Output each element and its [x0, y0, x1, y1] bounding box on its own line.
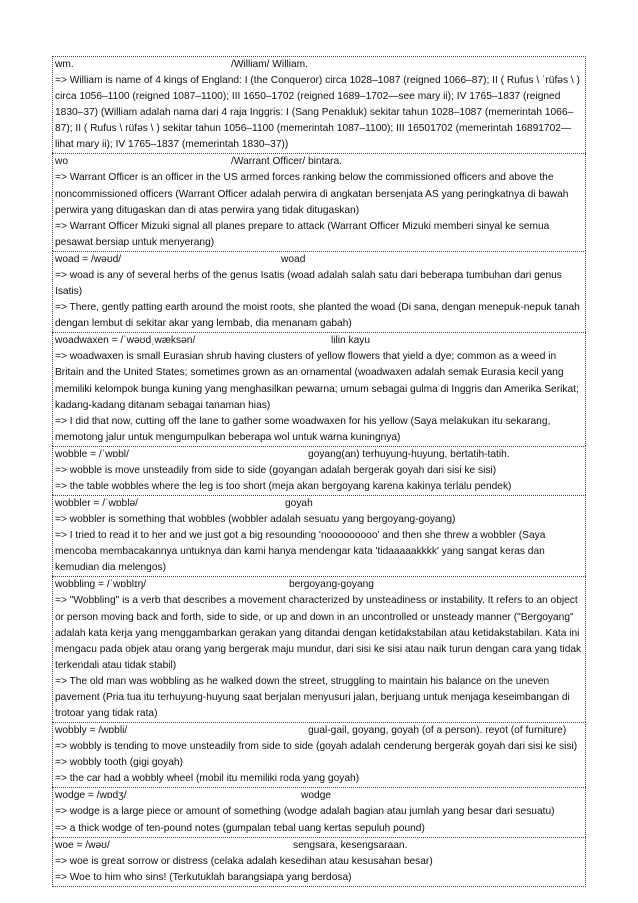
dictionary-entry — [52, 332, 586, 446]
entry-term: wobbly = /wɒbli/ — [55, 725, 128, 737]
dictionary-entry — [52, 251, 586, 332]
entry-header — [55, 838, 583, 854]
dictionary-entry — [52, 722, 586, 787]
entry-definition-line: => wodge is a large piece or amount of something (wodge adalah bagian atau jumlah yang besar dari sesuatu) — [55, 806, 555, 818]
entry-term: wo — [55, 156, 69, 168]
entry-definition-line: => William is name of 4 kings of England: I (the Conqueror) circa 1028–1087 (reigned 1066–87); II ( Rufus \ ˈrüfəs \ ) circa 1056–1100 (reigned 1087–1100); III 1650–1702 (reigned 1689–1702—see mary ii); IV 1765–1837 (reigned 1830–37) (William adalah nama dari 4 raja Inggris: I (Sang Penakluk) sekitar tahun 1028–1087 (memerintah 1066–87); II ( Rufus \ rüfəs \ ) sekitar tahun 1056–1100 (memerintah 1087–1100); III 16501702 (memerintah 16891702—lihat mary ii); IV 1765–1837 (memerintah 1830–37)) — [55, 75, 580, 151]
entry-term: wm. — [55, 59, 74, 70]
entry-header — [55, 447, 583, 463]
entry-term: woe = /wəʊ/ — [55, 839, 110, 851]
entry-term: woadwaxen = /ˈwəʊdˌwæksən/ — [55, 335, 196, 347]
entry-header — [55, 788, 583, 804]
entry-meaning: wodge — [301, 790, 332, 802]
entry-header — [55, 723, 583, 739]
entry-definition-line: => woad is any of several herbs of the genus Isatis (woad adalah salah satu dari beberapa tumbuhan dari genus Isatis) — [55, 269, 562, 298]
entry-term: woad = /wəʊd/ — [55, 253, 122, 265]
dictionary-entry — [52, 576, 586, 722]
entry-header — [55, 496, 583, 512]
entry-term: wodge = /wɒdʒ/ — [55, 790, 127, 802]
dictionary-entry — [52, 787, 586, 836]
entry-term: wobbler = /ˈwɒblə/ — [55, 498, 138, 510]
entry-definition-line: => woe is great sorrow or distress (celaka adalah kesedihan atau kesusahan besar) — [55, 855, 433, 867]
entry-definition-line: => a thick wodge of ten-pound notes (gumpalan tebal uang kertas sepuluh pound) — [55, 822, 425, 834]
dictionary-entry — [52, 495, 586, 576]
dictionary-entry — [52, 56, 586, 153]
entry-meaning: woad — [281, 253, 306, 265]
entry-definition-line: => the table wobbles where the leg is too short (meja akan bergoyang karena kakinya terlalu pendek) — [55, 480, 512, 492]
entry-meaning: gual-gail, goyang, goyah (of a person). reyot (of furniture) — [308, 725, 567, 737]
entry-meaning: /William/ William. — [231, 59, 308, 70]
entry-meaning: bergoyang-goyang — [289, 579, 374, 591]
entry-definition-line: => I did that now, cutting off the lane to gather some woadwaxen for his yellow (Saya melakukan itu sekarang, memotong jalur untuk mengumpulkan beberapa wol untuk warna kuningnya) — [55, 415, 551, 443]
entry-meaning: lilin kayu — [331, 335, 371, 347]
entry-definition-line: => woadwaxen is small Eurasian shrub having clusters of yellow flowers that yield a dye; common as a weed in Britain and the United States; sometimes grown as an ornamental (woadwaxen adalah semak Eurasia kecil yang memiliki kelompok bunga kuning yang menghasilkan pewarna; umum sebagai gulma di Inggris dan Amerika Serikat; kadang-kadang ditanam sebagai tanaman hias) — [55, 351, 579, 411]
entry-header — [55, 57, 583, 73]
entry-meaning: /Warrant Officer/ bintara. — [231, 156, 342, 168]
entry-definition-line: => Warrant Officer Mizuki signal all planes prepare to attack (Warrant Officer Mizuki memberi sinyal ke semua pesawat bersiap untuk menyerang) — [55, 220, 550, 248]
entry-definition-line: => The old man was wobbling as he walked down the street, struggling to maintain his balance on the uneven pavement (Pria tua itu terhuyung-huyung saat berjalan menyusuri jalan, berjuang untuk menjaga keseimbangan di trotoar yang tidak rata) — [55, 675, 570, 720]
dictionary-page — [52, 56, 586, 887]
entry-definition-line: => Warrant Officer is an officer in the US armed forces ranking below the commissioned officers and above the noncommissioned officers (Warrant Officer adalah perwira di angkatan bersenjata AS yang peringkatnya di bawah perwira yang ditugaskan dan di atas perwira yang tidak ditugaskan) — [55, 172, 569, 216]
entry-definition-line: => wobbly is tending to move unsteadily from side to side (goyah adalah cenderung bergerak goyah dari sisi ke sisi) — [55, 741, 578, 753]
entry-definition-line: => the car had a wobbly wheel (mobil itu memiliki roda yang goyah) — [55, 773, 360, 785]
entry-definition-line: => wobble is move unsteadily from side to side (goyangan adalah bergerak goyah dari sisi ke sisi) — [55, 464, 497, 476]
entry-definition-line: => There, gently patting earth around the moist roots, she planted the woad (Di sana, dengan menepuk-nepuk tanah dengan lembut di sekitar akar yang lembab, dia menanam gabah) — [55, 302, 580, 330]
entry-meaning: goyah — [285, 498, 313, 510]
dictionary-entry — [52, 837, 586, 887]
entry-meaning: sengsara, kesengsaraan. — [293, 839, 408, 851]
entry-meaning: goyang(an) terhuyung-huyung, bertatih-tatih. — [308, 448, 510, 460]
entry-definition-line: => I tried to read it to her and we just got a big resounding 'nooooooooo' and then she threw a wobbler (Saya mencoba membacakannya untuknya dan kami hanya mendengar kata 'tidaaaaakkkk' yang sangat keras dan kemudian dia melengos) — [55, 530, 546, 574]
entry-definition-line: => "Wobbling" is a verb that describes a movement characterized by unsteadiness or instability. It refers to an object or person moving back and forth, side to side, or up and down in an uncontrolled or unsteady manner ("Bergoyang" adalah kata kerja yang menggambarkan gerakan yang ditandai dengan ketidakstabilan atau ketidakstabilan. Kata ini mengacu pada objek atau orang yang bergerak maju mundur, dari sisi ke sisi atau naik turun dengan cara yang tidak terkendali atau tidak stabil) — [55, 595, 582, 671]
entry-definition-line: => wobbly tooth (gigi goyah) — [55, 757, 183, 769]
entry-definition-line: => Woe to him who sins! (Terkutuklah barangsiapa yang berdosa) — [55, 871, 352, 883]
entry-definition-line: => wobbler is something that wobbles (wobbler adalah sesuatu yang bergoyang-goyang) — [55, 514, 456, 526]
entry-term: wobble = /ˈwɒbl/ — [55, 448, 129, 460]
entry-term: wobbling = /ˈwɒblɪŋ/ — [55, 579, 147, 591]
entry-header — [55, 154, 583, 170]
dictionary-entry — [52, 153, 586, 250]
dictionary-entry — [52, 446, 586, 495]
entry-header — [55, 577, 583, 593]
entry-header — [55, 252, 583, 268]
entry-header — [55, 333, 583, 349]
